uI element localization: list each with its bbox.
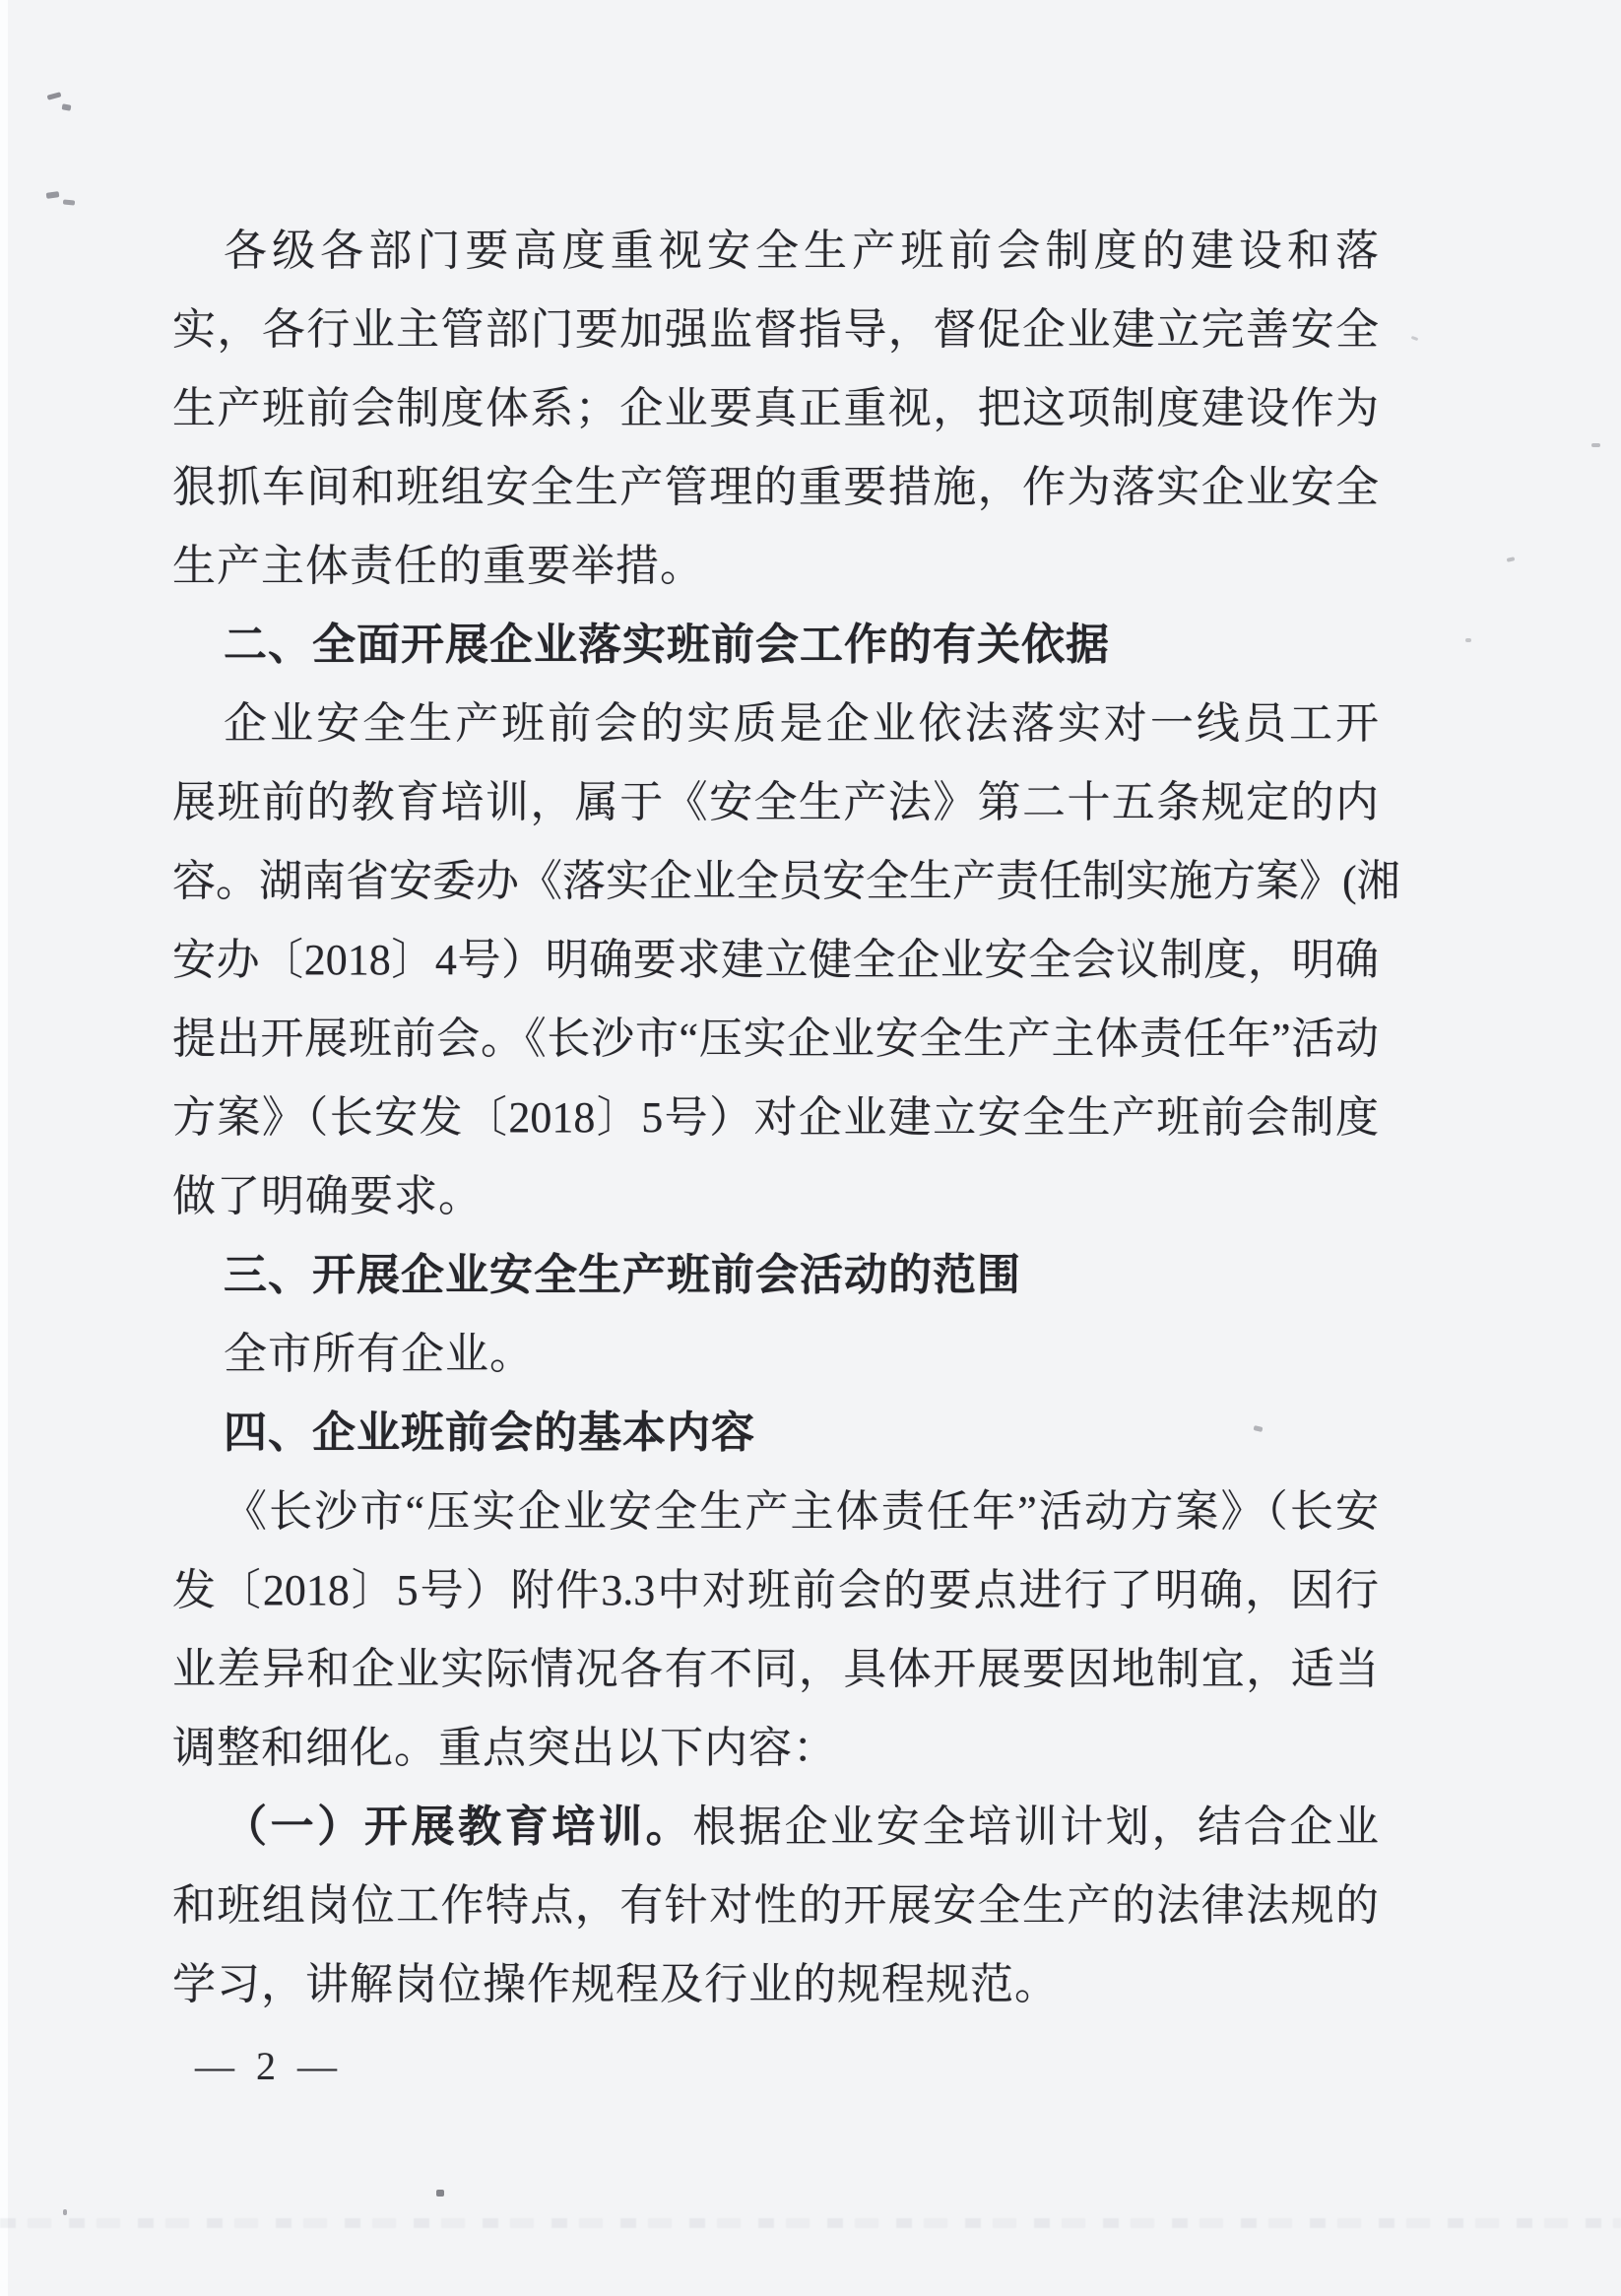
scan-artifact: [1411, 336, 1419, 341]
text-line: 和班组岗位工作特点，有针对性的开展安全生产的法律法规的: [172, 1881, 1379, 1930]
text-line: 调整和细化。重点突出以下内容：: [172, 1724, 837, 1772]
text-line: 做了明确要求。: [172, 1172, 483, 1220]
text-line: 提出开展班前会。《长沙市“压实企业安全生产主体责任年”活动: [172, 1015, 1379, 1063]
scan-artifact: [47, 92, 62, 99]
scan-artifact: [62, 103, 72, 110]
text-line: 学习，讲解岗位操作规程及行业的规程规范。: [172, 1960, 1059, 2008]
text-line: （一）开展教育培训。根据企业安全培训计划，结合企业: [224, 1803, 1379, 1851]
scan-artifact: [1507, 557, 1516, 562]
section-heading: 四、企业班前会的基本内容: [224, 1409, 755, 1457]
text-line: 展班前的教育培训，属于《安全生产法》第二十五条规定的内: [172, 778, 1379, 826]
text-line: 企业安全生产班前会的实质是企业依法落实对一线员工开: [224, 699, 1379, 748]
scan-artifact: [63, 2209, 67, 2215]
text-line: 各级各部门要高度重视安全生产班前会制度的建设和落: [224, 227, 1379, 275]
scan-artifact: [1465, 638, 1471, 642]
text-line: 生产班前会制度体系；企业要真正重视，把这项制度建设作为: [172, 384, 1379, 432]
text-line: 《长沙市“压实企业安全生产主体责任年”活动方案》（长安: [224, 1487, 1379, 1536]
scan-artifact: [436, 2190, 444, 2197]
text-line: 安办〔2018〕4号）明确要求建立健全企业安全会议制度，明确: [172, 936, 1379, 984]
section-heading: 三、开展企业安全生产班前会活动的范围: [224, 1251, 1021, 1299]
text-line: 实，各行业主管部门要加强监督指导，督促企业建立完善安全: [172, 305, 1379, 354]
document-body: [172, 212, 1400, 2024]
text-line: 业差异和企业实际情况各有不同，具体开展要因地制宜，适当: [172, 1645, 1379, 1693]
scan-edge: [0, 0, 8, 2296]
text-line: 发〔2018〕5号）附件3.3中对班前会的要点进行了明确，因行: [172, 1566, 1379, 1614]
text-line: 全市所有企业。: [224, 1330, 534, 1378]
scan-artifact: [63, 199, 75, 205]
page-number: — 2 —: [195, 2044, 343, 2088]
scan-artifact: [46, 191, 60, 199]
text-line: 容。湖南省安委办《落实企业全员安全生产责任制实施方案》(湘: [172, 857, 1400, 905]
bold-run: （一）开展教育培训。: [224, 1803, 693, 1851]
scan-noise-band: [0, 2218, 1621, 2228]
text-line: 狠抓车间和班组安全生产管理的重要措施，作为落实企业安全: [172, 463, 1379, 511]
scan-artifact: [1208, 1517, 1213, 1521]
scan-artifact: [1591, 443, 1600, 447]
text-line: 方案》（长安发〔2018〕5号）对企业建立安全生产班前会制度: [172, 1093, 1379, 1142]
text-line: 生产主体责任的重要举措。: [172, 542, 704, 590]
section-heading: 二、全面开展企业落实班前会工作的有关依据: [224, 621, 1110, 669]
